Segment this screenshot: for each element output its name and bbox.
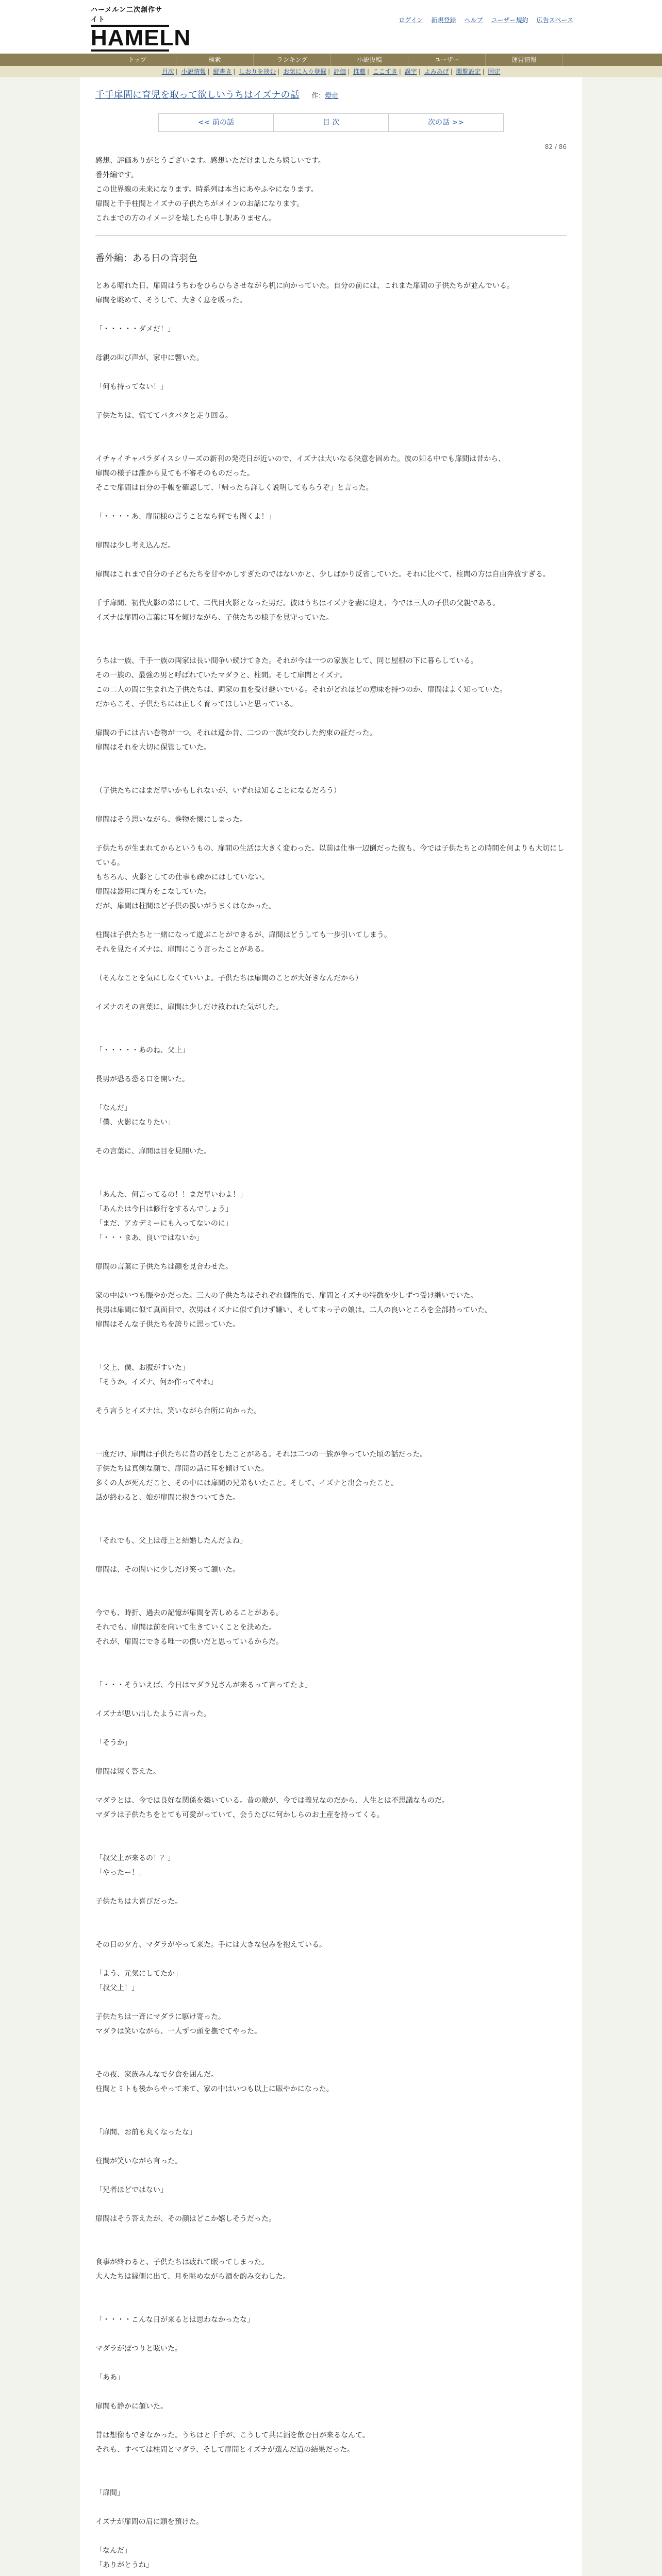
body-line — [95, 2241, 567, 2255]
body-line — [95, 827, 567, 841]
body-line: 「僕、火影になりたい」 — [95, 1118, 175, 1127]
body-line: そこで扉間は自分の手帳を確認して、「帰ったら詳しく説明してもらうぞ」と言った。 — [95, 484, 373, 492]
author-line — [311, 92, 338, 100]
body-line: 「よう、元気にしてたか」 — [95, 1970, 182, 1978]
body-line — [95, 1822, 567, 1837]
body-line — [95, 2096, 567, 2111]
body-line: （子供たちにはまだ早いかもしれないが、いずれは知ることになるだろう） — [95, 787, 341, 795]
body-line: 柱間とミトも後からやって来て、家の中はいつも以上に賑やかになった。 — [95, 2085, 334, 2093]
preface-line: 扉間と千手柱間とイズナの子供たちがメインのお話になります。 — [95, 200, 304, 208]
body-line: 「叔父上！」 — [95, 1984, 139, 1992]
subnav-rate[interactable]: 評価 — [334, 68, 346, 75]
body-line — [95, 957, 567, 971]
body-line — [95, 1519, 567, 1534]
body-line — [95, 2529, 567, 2544]
body-line — [95, 553, 567, 567]
body-line: とある晴れた日、扉間はうちわをひらひらさせながら机に向かっていた。自分の前には、これまた扉間の子供たちが並んでいる。 — [95, 282, 514, 290]
body-line: 今でも、時折、過去の記憶が扉間を苦しめることがある。 — [95, 1609, 283, 1617]
body-line: マダラとは、今では良好な関係を築いている。昔の敵が、今では義兄なのだから、人生とは不思議なものだ。 — [95, 1797, 449, 1805]
body-line — [95, 2471, 567, 2486]
content-wrap — [80, 77, 582, 2576]
preface-line: これまでの方のイメージを壊したら申し訳ありません。 — [95, 214, 276, 223]
link-ads[interactable]: 広告スペース — [536, 16, 573, 24]
body-line: マダラは子供たちをとても可愛がっていて、会うたびに何かしらのお土産を持ってくる。 — [95, 1811, 384, 1819]
body-line — [95, 1995, 567, 2010]
subnav-settings[interactable]: 閲覧設定 — [456, 68, 481, 75]
body-line: この二人の間に生まれた子供たちは、両家の血を受け継いでいる。それがどれほどの意味を持つのか、扉間はよく知っていた。 — [95, 686, 507, 694]
body-line — [95, 423, 567, 437]
body-line: 大人たちは縁側に出て、月を眺めながら酒を酌み交わした。 — [95, 2273, 290, 2281]
body-line — [95, 2500, 567, 2515]
body-line — [95, 798, 567, 812]
chapter-pager — [158, 113, 504, 132]
preface — [95, 154, 567, 226]
nav-top[interactable]: トップ — [99, 54, 176, 66]
link-login[interactable]: ログイン — [399, 16, 423, 24]
body-line: 長男は扉間に似て真面目で、次男はイズナに似て負けず嫌い、そして末っ子の娘は、二人の良いところを全部持っていた。 — [95, 1306, 492, 1314]
body-line — [95, 1418, 567, 1433]
prev-chapter-link[interactable]: << 前の話 — [198, 118, 234, 127]
body-line — [95, 2572, 567, 2576]
body-line: 「・・・まあ、良いではないか」 — [95, 1234, 204, 1242]
subnav-favorite[interactable]: お気に入り登録 — [283, 68, 327, 75]
body-line: イズナのその言葉に、扉間は少しだけ救われた気がした。 — [95, 1003, 283, 1011]
logo-wordmark: HAMELN — [91, 25, 191, 50]
body-line — [95, 1130, 567, 1144]
body-line — [95, 625, 567, 639]
body-line — [95, 365, 567, 380]
body-line — [95, 1274, 567, 1289]
body-line — [95, 524, 567, 538]
body-line — [95, 711, 567, 726]
body-line: 扉間の様子は誰から見ても不審そのものだった。 — [95, 469, 254, 478]
body-line — [95, 1664, 567, 1678]
novel-subnav: 目次 | 小説情報 | 縦書き | しおりを挟む | お気に入り登録 | 評価 | 推薦 | ここすき | 誤字 | よみあげ | 閲覧設定 | 固定 — [0, 66, 662, 77]
novel-title-row — [95, 89, 567, 103]
body-line: 「そうか。イズナ、何か作ってやれ」 — [95, 1378, 218, 1386]
chapter-body — [95, 279, 567, 2576]
body-line — [95, 1433, 567, 1447]
body-line — [95, 2327, 567, 2342]
body-line — [95, 1837, 567, 1851]
body-line — [95, 769, 567, 784]
body-line — [95, 2053, 567, 2067]
body-line — [95, 2226, 567, 2241]
body-line — [95, 1577, 567, 1591]
body-line: 扉間はそれを大切に保管していた。 — [95, 743, 211, 752]
body-line — [95, 1750, 567, 1765]
chapter-subtitle: 番外編：ある日の音羽色 — [95, 253, 197, 264]
body-line — [95, 1649, 567, 1664]
body-line: だからこそ、子供たちには正しく育ってほしいと思っている。 — [95, 700, 297, 708]
body-line — [95, 582, 567, 596]
preface-line: この世界線の未来になります。時系列は本当にあやふやになります。 — [95, 185, 318, 194]
body-line: 「ああ」 — [95, 2374, 124, 2382]
body-line: 「扉間」 — [95, 2489, 124, 2497]
body-line: 扉間はそう答えたが、その顔はどこか嬉しそうだった。 — [95, 2215, 276, 2223]
next-chapter-link[interactable]: 次の話 >> — [428, 118, 464, 127]
body-line: 扉間は、その問いに少しだけ笑って頷いた。 — [95, 1566, 240, 1574]
subnav-bookmark[interactable]: しおりを挟む — [239, 68, 276, 75]
body-line — [95, 495, 567, 510]
body-line: （そんなことを気にしなくていいよ。子供たちは扉間のことが大好きなんだから） — [95, 974, 362, 982]
body-line: 「あんた、何言ってるの！！まだ早いわよ！」 — [95, 1191, 247, 1199]
body-line: もちろん、火影としての仕事も疎かにはしていない。 — [95, 873, 269, 882]
body-line — [95, 1029, 567, 1043]
subnav-fix[interactable]: 固定 — [488, 68, 501, 75]
body-line: 「扉間、お前も丸くなったな」 — [95, 2128, 196, 2137]
body-line — [95, 1159, 567, 1173]
body-line: それも、すべては柱間とマダラ、そして扉間とイズナが選んだ道の結果だった。 — [95, 2446, 355, 2454]
body-line: 扉間は器用に両方をこなしていた。 — [95, 888, 211, 896]
body-line — [95, 2197, 567, 2212]
body-line: 一度だけ、扉間は子供たちに昔の話をしたことがある。それは二つの一族が争っていた頃の話だった。 — [95, 1450, 427, 1459]
logo-tagline: ハーメルン二次創作サイト — [91, 6, 163, 24]
subnav-like[interactable]: ここすき — [372, 68, 398, 75]
body-line — [95, 1721, 567, 1736]
novel-title[interactable]: 千手扉間に育児を取って欲しいうちはイズナの話 — [95, 90, 300, 100]
body-line: 「そうか」 — [95, 1739, 131, 1747]
body-line — [95, 1389, 567, 1404]
body-line: 千手扉間、初代火影の弟にして、二代目火影となった男だ。彼はうちはイズナを妻に迎え、今では三人の子供の父親である。 — [95, 599, 500, 607]
body-line: 柱間が笑いながら言った。 — [95, 2157, 182, 2165]
nav-post[interactable]: 小説投稿 — [331, 54, 408, 66]
subnav-readaloud[interactable]: よみあげ — [424, 68, 449, 75]
nav-search[interactable]: 検索 — [176, 54, 254, 66]
body-line — [95, 336, 567, 351]
link-terms[interactable]: ユーザー規約 — [491, 16, 528, 24]
body-line — [95, 1548, 567, 1563]
body-line — [95, 2298, 567, 2313]
link-register[interactable]: 新規登録 — [431, 16, 456, 24]
body-line: 「まだ、アカデミーにも入ってないのに」 — [95, 1219, 233, 1228]
body-line: 扉間はそんな子供たちを誇りに思っていた。 — [95, 1320, 240, 1329]
chapter-count: 82 / 86 — [544, 143, 567, 150]
body-line: その日の夕方、マダラがやって来た。手には大きな包みを抱えている。 — [95, 1941, 326, 1949]
body-line — [95, 1173, 567, 1188]
body-line: 「あんたは今日は修行をするんでしょう」 — [95, 1205, 233, 1213]
body-line — [95, 2414, 567, 2428]
body-line: 扉間は短く答えた。 — [95, 1768, 160, 1776]
body-line: 家の中はいつも賑やかだった。三人の子供たちはそれぞれ個性的で、扉間とイズナの特徴を少しずつ受け継いでいた。 — [95, 1292, 478, 1300]
subnav-typo[interactable]: 誤字 — [404, 68, 417, 75]
body-line — [95, 394, 567, 409]
body-line: 柱間は子供たちと一緒になって遊ぶことができるが、扉間はどうしても一歩引いてしまう。 — [95, 931, 391, 939]
body-line: 扉間も静かに頷いた。 — [95, 2402, 168, 2411]
body-line: 子供たちは大喜びだった。 — [95, 1897, 182, 1906]
body-line: 多くの人が死んだこと、その中には扉間の兄弟もいたこと。そして、イズナと出会ったこと。 — [95, 1479, 399, 1487]
body-line: イズナが思い出したように言った。 — [95, 1710, 211, 1718]
top-links — [390, 15, 573, 24]
body-line — [95, 2140, 567, 2154]
body-line: その夜、家族みんなで夕食を囲んだ。 — [95, 2071, 218, 2079]
body-line — [95, 1505, 567, 1519]
body-line: 昔は想像もできなかった。うちはと千手が、こうして共に酒を飲む日が来るなんて。 — [95, 2431, 370, 2439]
body-line — [95, 308, 567, 322]
body-line — [95, 2111, 567, 2125]
nav-user[interactable]: ユーザー — [408, 54, 486, 66]
body-line: うちは一族、千手一族の両家は長い間争い続けてきた。それが今は一つの家族として、同じ屋根の下に暮らしている。 — [95, 657, 478, 665]
body-line: 扉間はこれまで自分の子どもたちを甘やかしすぎたのではないかと、少しばかり反省していた。それに比べて、柱間の方は自由奔放すぎる。 — [95, 570, 550, 579]
main-nav — [0, 54, 662, 66]
body-line — [95, 2168, 567, 2183]
body-line — [95, 1779, 567, 1793]
author-link[interactable]: 燈竜 — [325, 92, 339, 100]
body-line — [95, 1087, 567, 1101]
body-line: 「叔父上が来るの！？」 — [95, 1854, 175, 1862]
body-line — [95, 2356, 567, 2370]
body-line: そう言うとイズナは、笑いながら台所に向かった。 — [95, 1407, 261, 1415]
body-line: マダラは笑いながら、一人ずつ頭を撫でてやった。 — [95, 2027, 261, 2036]
body-line — [95, 755, 567, 769]
body-line: 扉間の言葉に子供たちは顔を見合わせた。 — [95, 1263, 233, 1271]
subnav-vertical[interactable]: 縦書き — [213, 68, 232, 75]
body-line — [95, 1346, 567, 1361]
body-line: それが、扉間にできる唯一の償いだと思っているからだ。 — [95, 1638, 283, 1646]
body-line — [95, 1591, 567, 1606]
body-line — [95, 1058, 567, 1072]
body-line: 子供たちが生まれてからというもの、扉間の生活は大きく変わった。以前は仕事一辺倒だった彼も、今では子供たちとの時間を何よりも大切にしている。 — [95, 844, 565, 867]
preface-line: 感想、評価ありがとうございます。感想いただけましたら嬉しいです。 — [95, 157, 325, 165]
body-line: その言葉に、扉間は目を見開いた。 — [95, 1147, 211, 1156]
body-line — [95, 1909, 567, 1923]
body-line: 子供たちは一斉にマダラに駆け寄った。 — [95, 2013, 225, 2021]
body-line: 扉間の手には古い巻物が一つ。それは遥か昔、二つの一族が交わした約束の証だった。 — [95, 729, 377, 737]
body-line: 話が終わると、娘が扉間に抱きついてきた。 — [95, 1494, 240, 1502]
body-line — [95, 1245, 567, 1260]
body-line: 母親の叫び声が、家中に響いた。 — [95, 354, 204, 362]
body-line: 「やったー！」 — [95, 1869, 146, 1877]
body-line: 「それでも、父上は母上と結婚したんだよね」 — [95, 1537, 247, 1545]
body-line: 「なんだ」 — [95, 1104, 131, 1112]
body-line — [95, 913, 567, 928]
site-logo[interactable] — [91, 4, 191, 50]
body-line: 「・・・・あ、扉間様の言うことなら何でも聞くよ！」 — [95, 513, 276, 521]
body-line: 「ありがとうね」 — [95, 2561, 153, 2569]
body-line: 「なんだ」 — [95, 2547, 131, 2555]
body-line: イチャイチャパラダイスシリーズの新刊の発売日が近いので、イズナは大いなる決意を固めた。彼の知る中でも扉間は昔から、 — [95, 455, 506, 463]
body-line — [95, 1952, 567, 1967]
subnav-info[interactable]: 小説情報 — [181, 68, 206, 75]
nav-ranking[interactable]: ランキング — [254, 54, 331, 66]
body-line: 扉間は少し考え込んだ。 — [95, 541, 175, 550]
body-line: イズナは扉間の言葉に耳を傾けながら、子供たちの様子を見守っていた。 — [95, 614, 334, 622]
body-line — [95, 2284, 567, 2298]
body-line — [95, 986, 567, 1000]
body-line: 「・・・そういえば、今日はマダラ兄さんが来るって言ってたよ」 — [95, 1681, 312, 1689]
author-label: 作： — [311, 92, 325, 100]
subnav-toc[interactable]: 目次 — [161, 68, 174, 75]
body-line: それを見たイズナは、扉間にこう言ったことがある。 — [95, 945, 269, 954]
body-line: 食事が終わると、子供たちは疲れて眠ってしまった。 — [95, 2258, 269, 2266]
body-line: 「兄者ほどではない」 — [95, 2186, 168, 2194]
body-line: 「何も持ってない！」 — [95, 383, 168, 391]
body-line: それでも、扉間は前を向いて生きていくことを決めた。 — [95, 1623, 276, 1632]
link-help[interactable]: ヘルプ — [464, 16, 483, 24]
body-line: 「父上、僕、お腹がすいた」 — [95, 1364, 189, 1372]
body-line: 扉間を眺めて、そうして、大きく息を吸った。 — [95, 296, 247, 304]
site-header — [0, 0, 662, 54]
body-line — [95, 437, 567, 452]
body-line: 「・・・・こんな日が来るとは思わなかったな」 — [95, 2316, 254, 2324]
body-line: だが、扉間は柱間ほど子供の扱いがうまくはなかった。 — [95, 902, 276, 910]
nav-info[interactable]: 運営情報 — [486, 54, 563, 66]
body-line — [95, 1332, 567, 1346]
body-line — [95, 2385, 567, 2399]
body-line: 扉間はそう思いながら、巻物を懐にしまった。 — [95, 816, 247, 824]
body-line — [95, 1692, 567, 1707]
body-line: イズナが扉間の肩に頭を預けた。 — [95, 2518, 204, 2526]
body-line — [95, 1880, 567, 1894]
body-line: 子供たちは真剣な顔で、扉間の話に耳を傾けていた。 — [95, 1465, 269, 1473]
body-line: 「・・・・・ダメだ！」 — [95, 325, 175, 333]
body-line: 長男が恐る恐る口を開いた。 — [95, 1075, 189, 1083]
subnav-recommend[interactable]: 推薦 — [353, 68, 366, 75]
body-line: 「・・・・・あのね、父上」 — [95, 1046, 189, 1055]
toc-link[interactable]: 目 次 — [322, 118, 340, 127]
preface-line: 番外編です。 — [95, 171, 138, 179]
body-line: その一族の、最強の男と呼ばれていたマダラと、柱間。そして扉間とイズナ。 — [95, 671, 347, 680]
body-line — [95, 1923, 567, 1938]
body-line — [95, 2039, 567, 2053]
body-line: マダラがぽつりと呟いた。 — [95, 2345, 182, 2353]
body-line — [95, 1014, 567, 1029]
body-line: 子供たちは、慌ててバタバタと走り回る。 — [95, 412, 233, 420]
body-line — [95, 639, 567, 654]
body-line — [95, 2457, 567, 2471]
